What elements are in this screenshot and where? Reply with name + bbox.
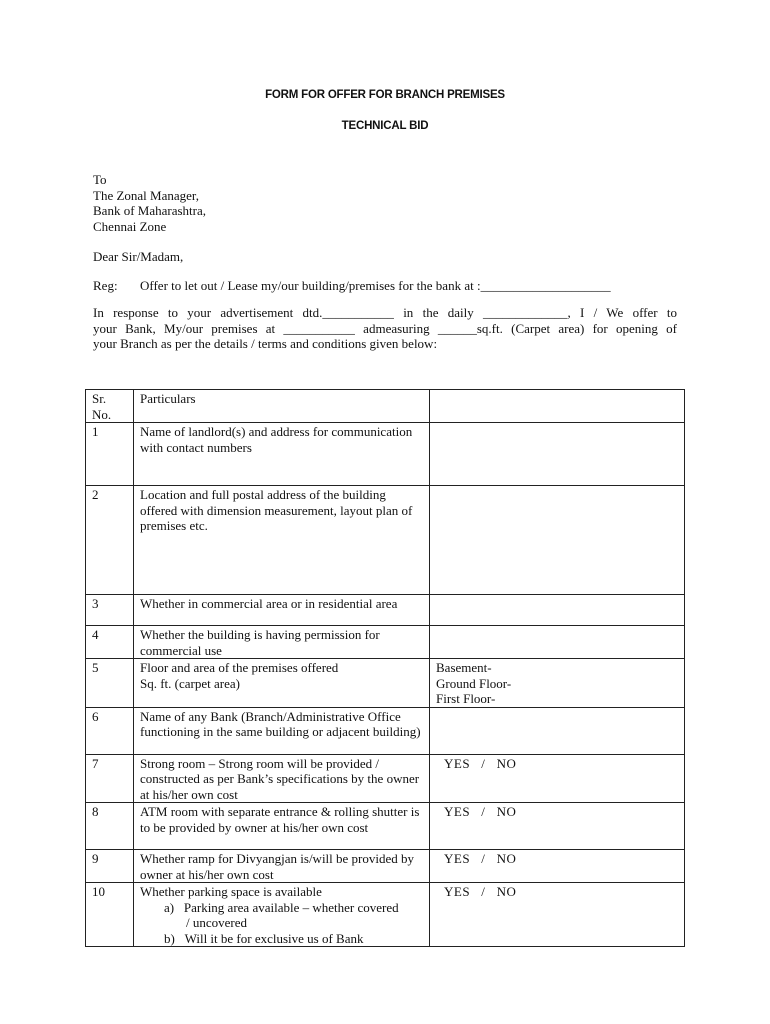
row-value bbox=[430, 423, 685, 486]
yes-no-choice: YES / NO bbox=[444, 804, 517, 819]
reg-label: Reg: bbox=[93, 278, 118, 293]
form-title: FORM FOR OFFER FOR BRANCH PREMISES bbox=[265, 89, 505, 101]
row-value bbox=[430, 486, 685, 595]
row-sr: 5 bbox=[86, 659, 134, 708]
row-value-floors bbox=[430, 659, 685, 708]
row-particulars: Name of any Bank (Branch/Administrative Office functioning in the same building or adjacent building) bbox=[134, 707, 430, 754]
table-row bbox=[86, 486, 685, 595]
table-header-row bbox=[86, 390, 685, 423]
salutation: Dear Sir/Madam, bbox=[93, 249, 184, 264]
row-sr: 8 bbox=[86, 803, 134, 850]
row-particulars: Strong room – Strong room will be provided / constructed as per Bank’s specifications by the owner at his/her own cost bbox=[134, 754, 430, 803]
row-particulars: ATM room with separate entrance & rolling shutter is to be provided by owner at his/her own cost bbox=[134, 803, 430, 850]
address-recipient: The Zonal Manager, bbox=[93, 187, 199, 203]
row-sr: 6 bbox=[86, 707, 134, 754]
table-row bbox=[86, 595, 685, 626]
row-particulars: Whether in commercial area or in residential area bbox=[134, 595, 430, 626]
row-value bbox=[430, 626, 685, 659]
carpet-area-label: Sq. ft. (carpet area) bbox=[140, 675, 240, 691]
row-particulars bbox=[134, 659, 430, 708]
table-row bbox=[86, 803, 685, 850]
row-value bbox=[430, 707, 685, 754]
address-bank: Bank of Maharashtra, bbox=[93, 203, 206, 218]
table-row bbox=[86, 626, 685, 659]
header-sr-label: Sr. bbox=[92, 391, 107, 406]
technical-bid-table bbox=[85, 389, 685, 947]
parking-sub-b bbox=[140, 931, 425, 947]
row-sr: 1 bbox=[86, 423, 134, 486]
address-zone: Chennai Zone bbox=[93, 218, 167, 234]
intro-line-2: your Bank, My/our premises at ___________ admeasuring ______sq.ft. (Carpet area) for opening of bbox=[93, 320, 677, 336]
parking-sub-a bbox=[140, 900, 425, 916]
table-row bbox=[86, 659, 685, 708]
intro-paragraph bbox=[93, 305, 677, 352]
row-particulars: Whether the building is having permission for commercial use bbox=[134, 626, 430, 659]
yes-no-choice: YES / NO bbox=[444, 884, 517, 899]
row-particulars: Whether ramp for Divyangjan is/will be provided by owner at his/her own cost bbox=[134, 850, 430, 883]
table-row bbox=[86, 850, 685, 883]
parking-sub-a-cont bbox=[140, 915, 425, 931]
table-row bbox=[86, 883, 685, 947]
table-row bbox=[86, 707, 685, 754]
intro-line-1: In response to your advertisement dtd.___________ in the daily _____________, I / We offer to bbox=[93, 305, 677, 320]
table-row bbox=[86, 754, 685, 803]
row-sr: 7 bbox=[86, 754, 134, 803]
parking-question: Whether parking space is available bbox=[140, 884, 322, 899]
reg-text: Offer to let out / Lease my/our building/premises for the bank at :____________________ bbox=[140, 278, 611, 293]
address-to: To bbox=[93, 172, 107, 187]
sub-b-text: Will it be for exclusive us of Bank bbox=[184, 930, 364, 946]
row-value bbox=[430, 850, 685, 883]
sub-a-marker: a) bbox=[164, 899, 175, 915]
header-particulars: Particulars bbox=[134, 390, 430, 423]
floor-basement: Basement- bbox=[436, 660, 492, 675]
form-subtitle: TECHNICAL BID bbox=[341, 120, 429, 132]
row-sr: 3 bbox=[86, 595, 134, 626]
row-particulars: Location and full postal address of the building offered with dimension measurement, layout plan of premises etc. bbox=[134, 486, 430, 595]
yes-no-choice: YES / NO bbox=[444, 755, 517, 771]
row-sr: 10 bbox=[86, 883, 134, 947]
header-no-label: No. bbox=[92, 406, 112, 422]
row-value bbox=[430, 803, 685, 850]
reg-line bbox=[93, 278, 693, 294]
yes-no-choice: YES / NO bbox=[444, 851, 517, 866]
sub-b-marker: b) bbox=[164, 930, 175, 946]
floor-first: First Floor- bbox=[436, 691, 496, 706]
floor-area-label: Floor and area of the premises offered bbox=[140, 660, 339, 675]
table-row bbox=[86, 423, 685, 486]
header-sr-no bbox=[86, 390, 134, 423]
header-value bbox=[430, 390, 685, 423]
row-value bbox=[430, 883, 685, 947]
floor-ground: Ground Floor- bbox=[436, 675, 512, 691]
sub-a-text-cont: / uncovered bbox=[186, 915, 248, 930]
row-value bbox=[430, 754, 685, 803]
row-sr: 9 bbox=[86, 850, 134, 883]
intro-line-3: your Branch as per the details / terms and conditions given below: bbox=[93, 336, 438, 351]
row-sr: 2 bbox=[86, 486, 134, 595]
row-sr: 4 bbox=[86, 626, 134, 659]
row-value bbox=[430, 595, 685, 626]
sub-a-text: Parking area available – whether covered bbox=[183, 899, 399, 915]
address-block bbox=[93, 172, 206, 234]
row-particulars bbox=[134, 883, 430, 947]
row-particulars: Name of landlord(s) and address for communication with contact numbers bbox=[134, 423, 430, 486]
